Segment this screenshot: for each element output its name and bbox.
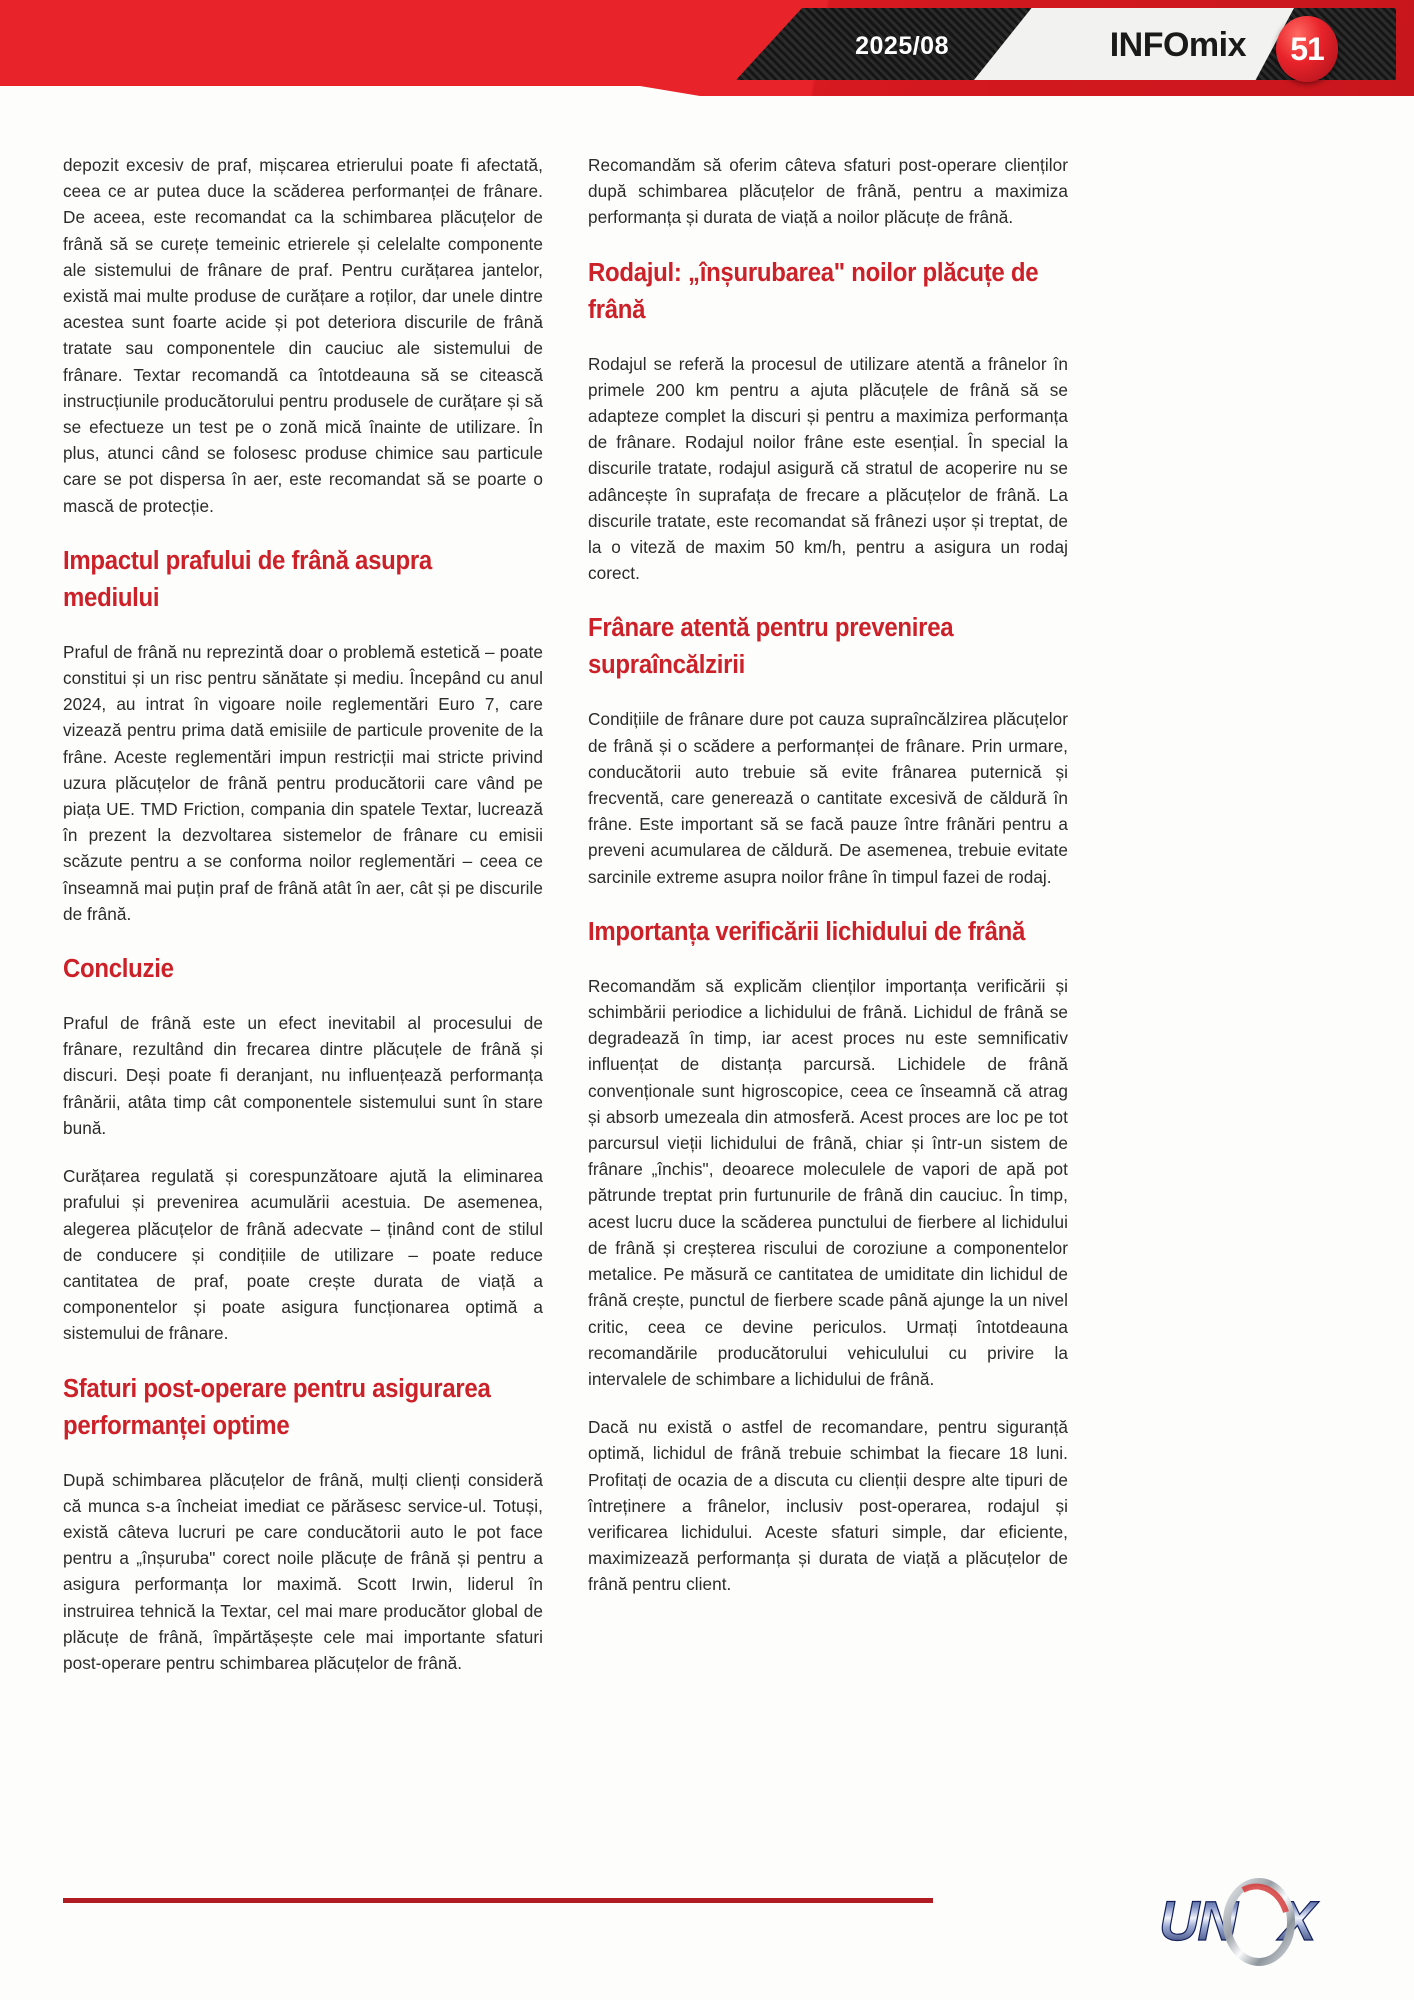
section-heading: Impactul prafului de frână asupra mediului <box>63 546 432 612</box>
svg-text:X: X <box>1279 1889 1317 1952</box>
section-heading: Rodajul: „înșurubarea" noilor plăcuțe de frână <box>588 258 1039 324</box>
body-paragraph: Curățarea regulată și corespunzătoare ajută la eliminarea prafului și prevenirea acumulării acestuia. De asemenea, alegerea plăcuțelor de frână adecvate – ținând cont de stilul de conducere și condițiile de utilizare – poate reduce cantitatea de praf, poate crește durata de viață a componentelor și poate asigura funcționarea optimă a sistemului de frânare. <box>63 1166 543 1344</box>
page-number-badge <box>1276 16 1338 82</box>
body-paragraph: Recomandăm să oferim câteva sfaturi post-operare clienților după schimbarea plăcuțelor de frână, pentru a maximiza performanța și durata de viață a noilor plăcuțe de frână. <box>588 155 1068 228</box>
section-heading: Sfaturi post-operare pentru asigurarea performanței optime <box>63 1374 491 1440</box>
right-column <box>588 152 1068 1698</box>
svg-text:UN: UN <box>1159 1889 1236 1952</box>
body-paragraph: Praful de frână nu reprezintă doar o problemă estetică – poate constitui și un risc pentru sănătate și mediu. Începând cu anul 2024, au intrat în vigoare noile reglementări Euro 7, care vizează pentru prima dată emisiile de particule provenite de la frâne. Aceste reglementări impun restricții mai stricte privind uzura plăcuțelor de frână pentru producătorii care vând pe piața UE. TMD Friction, compania din spatele Textar, lucrează în prezent la dezvoltarea sistemelor de frânare cu emisii scăzute pentru a se conforma noilor reglementări – ceea ce înseamnă mai puțin praf de frână atât în aer, cât și pe discurile de frână. <box>63 641 543 924</box>
body-paragraph: Rodajul se referă la procesul de utilizare atentă a frânelor în primele 200 km pentru a ajuta plăcuțele de frână să se adapteze complet la discuri și pentru a maximiza performanța de frânare. Rodajul noilor frâne este esențial. În special la discurile tratate, rodajul asigură că stratul de acoperire nu se adâncește în suprafața de frecare a plăcuțelor de frână. La discurile tratate, este recomandat să frânezi ușor și treptat, de la o viteză de maxim 50 km/h, pentru a asigura un rodaj corect. <box>588 353 1068 584</box>
body-paragraph: Praful de frână este un efect inevitabil al procesului de frânare, rezultând din frecarea dintre plăcuțele de frână și discuri. Deși poate fi deranjant, nu influențează performanța frânării, atâta timp cât componentele sistemului sunt în stare bună. <box>63 1013 543 1138</box>
section-heading: Concluzie <box>63 955 174 984</box>
issue-date: 2025/08 <box>855 32 949 60</box>
article-body <box>63 152 1351 1698</box>
body-paragraph: Recomandăm să explicăm clienților importanța verificării și schimbării periodice a lichidului de frână. Lichidul de frână se degradează în timp, iar acest proces nu este semnificativ influențat de distanța parcursă. Lichidele de frână convenționale sunt higroscopice, ceea ce înseamnă că atrag și absorb umezeala din atmosferă. Acest proces are loc pe tot parcursul vieții lichidului de frână, chiar și într-un sistem de frânare „închis", deoarece moleculele de vapori de apă pot pătrunde treptat prin furtunurile de frână din cauciuc. În timp, acest lucru duce la scăderea punctului de fierbere al lichidului de frână și creșterea riscului de coroziune a componentelor metalice. Pe măsură ce cantitatea de umiditate din lichidul de frână crește, punctul de fierbere scade până ajunge la un nivel critic, ceea ce devine periculos. Urmați întotdeauna recomandările producătorului vehiculului cu privire la intervalele de schimbare a lichidului de frână. <box>588 975 1068 1389</box>
body-paragraph: Dacă nu există o astfel de recomandare, pentru siguranță optimă, lichidul de frână trebuie schimbat la fiecare 18 luni. Profitați de ocazia de a discuta cu clienții despre alte tipuri de întreținere a frânelor, inclusiv post-operarea, rodajul și verificarea lichidului. Aceste sfaturi simple, dar eficiente, maximizează performanța și durata de viață a plăcuțelor de frână pentru client. <box>588 1417 1068 1595</box>
body-paragraph: depozit excesiv de praf, mișcarea etrierului poate fi afectată, ceea ce ar putea duce la scăderea performanței de frânare. De aceea, este recomandat ca la schimbarea plăcuțelor de frână să se curețe temeinic etrierele și celelalte componente ale sistemului de frânare de praf. Pentru curățarea jantelor, există mai multe produse de curățare a roților, dar unele dintre acestea sunt foarte acide și pot deteriora discurile de frână tratate sau componentele din cauciuc ale sistemului de frânare. Textar recomandă ca întotdeauna să se citească instrucțiunile producătorului pentru produsele de curățare și să se efectueze un test pe o zonă mică înainte de utilizare. În plus, atunci când se folosesc produse chimice sau particule care se pot dispersa în aer, este recomandat să se poarte o mască de protecție. <box>63 155 543 516</box>
footer-rule <box>63 1898 933 1903</box>
body-paragraph: Condițiile de frânare dure pot cauza supraîncălzirea plăcuțelor de frână și o scădere a performanței de frânare. Prin urmare, conducătorii auto trebuie să evite frânarea puternică și frecventă, care generează o cantitate excesivă de căldură în frâne. Este important să se facă pauze între frânări pentru a preveni acumularea de căldură. De asemenea, trebuie evitate sarcinile extreme asupra noilor frâne în timpul fazei de rodaj. <box>588 709 1068 887</box>
left-column <box>63 152 543 1698</box>
page-number-label: 51 <box>1290 30 1324 67</box>
section-heading: Frânare atentă pentru prevenirea supraîncălzirii <box>588 614 954 680</box>
unix-logo-icon <box>1151 1876 1356 1968</box>
page-header <box>0 0 1414 96</box>
unix-logo <box>1151 1876 1356 1968</box>
body-paragraph: După schimbarea plăcuțelor de frână, mulți clienți consideră că munca s-a încheiat imediat ce părăsesc service-ul. Totuși, există câteva lucruri pe care conducătorii auto le pot face pentru a „înșuruba" corect noile plăcuțe de frână și pentru a asigura performanța lor maximă. Scott Irwin, liderul în instruirea tehnică la Textar, cel mai mare producător global de plăcuțe de frână, împărtășește cele mai importante sfaturi post-operare pentru schimbarea plăcuțelor de frână. <box>63 1469 543 1673</box>
section-heading: Importanța verificării lichidului de frână <box>588 917 1026 946</box>
brand-title: INFOmix <box>1109 26 1246 64</box>
